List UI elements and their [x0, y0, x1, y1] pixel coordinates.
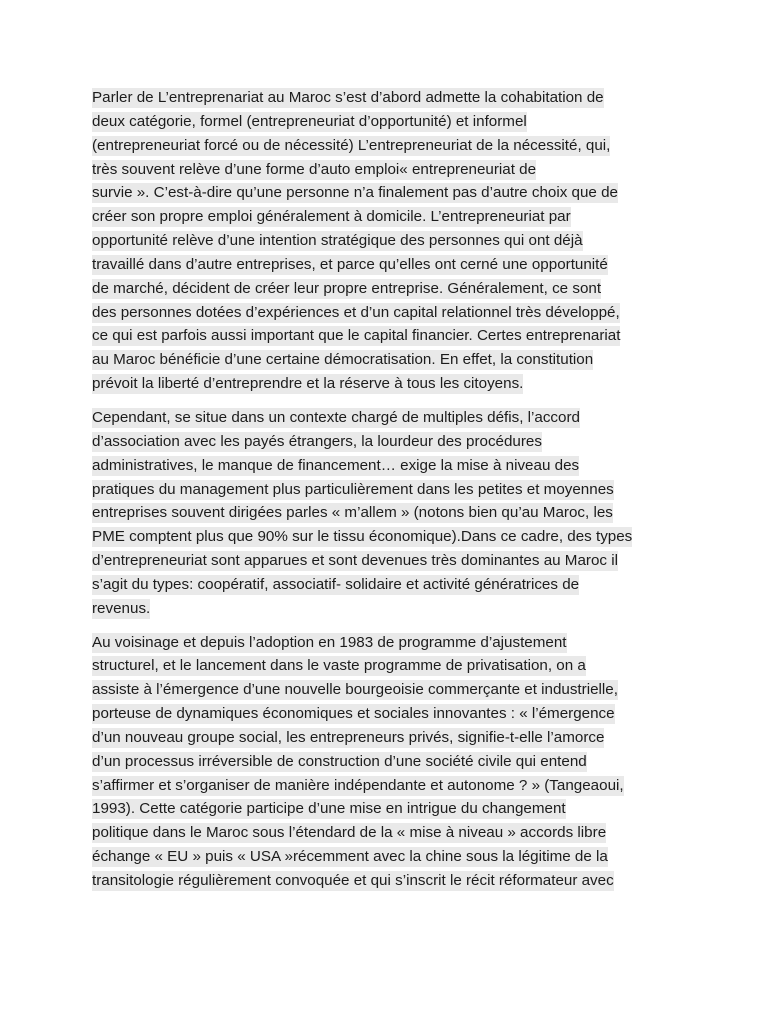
paragraph-3 [92, 631, 678, 893]
text-line: pratiques du management plus particulièrement dans les petites et moyennes [92, 480, 614, 498]
text-line: s’agit du types: coopératif, associatif- solidaire et activité génératrices de [92, 575, 580, 593]
text-line: Au voisinage et depuis l’adoption en 1983 de programme d’ajustement [92, 633, 567, 651]
text-line: échange « EU » puis « USA »récemment avec la chine sous la légitime de la [92, 848, 608, 866]
text-line: prévoit la liberté d’entreprendre et la réserve à tous les citoyens. [92, 375, 524, 393]
text-line: Parler de L’entreprenariat au Maroc s’est d’abord admette la cohabitation de [92, 89, 604, 106]
text-line: d’un nouveau groupe social, les entrepreneurs privés, signifie-t-elle l’amorce [92, 728, 605, 746]
text-line: ce qui est parfois aussi important que le capital financier. Certes entreprenariat [92, 327, 621, 345]
paragraph-1 [92, 86, 678, 396]
text-line: au Maroc bénéficie d’une certaine démocratisation. En effet, la constitution [92, 351, 594, 369]
text-line: opportunité relève d’une intention stratégique des personnes qui ont déjà [92, 232, 583, 250]
text-line: politique dans le Maroc sous l’étendard de la « mise à niveau » accords libre [92, 824, 607, 842]
text-line: structurel, et le lancement dans le vaste programme de privatisation, on a [92, 657, 586, 675]
text-line: 1993). Cette catégorie participe d’une mise en intrigue du changement [92, 800, 566, 818]
text-line: survie ». C’est-à-dire qu’une personne n’a finalement pas d’autre choix que de [92, 184, 618, 202]
text-line: deux catégorie, formel (entrepreneuriat d’opportunité) et informel [92, 112, 527, 130]
text-line: administratives, le manque de financement… exige la mise à niveau des [92, 456, 580, 474]
text-line: entreprises souvent dirigées parles « m’allem » (notons bien qu’au Maroc, les [92, 504, 613, 522]
text-line: PME comptent plus que 90% sur le tissu économique).Dans ce cadre, des types [92, 528, 633, 546]
text-line: de marché, décident de créer leur propre entreprise. Généralement, ce sont [92, 279, 602, 297]
text-line: s’affirmer et s’organiser de manière indépendante et autonome ? » (Tangeaoui, [92, 776, 624, 794]
text-line: (entrepreneuriat forcé ou de nécessité) L’entrepreneuriat de la nécessité, qui, [92, 136, 611, 154]
paragraph-2 [92, 406, 678, 621]
text-line: travaillé dans d’autre entreprises, et parce qu’elles ont cerné une opportunité [92, 255, 608, 273]
text-line: des personnes dotées d’expériences et d’un capital relationnel très développé, [92, 303, 620, 321]
text-line: porteuse de dynamiques économiques et sociales innovantes : « l’émergence [92, 705, 615, 723]
text-line: assiste à l’émergence d’une nouvelle bourgeoisie commerçante et industrielle, [92, 681, 618, 699]
text-line: transitologie régulièrement convoquée et qui s’inscrit le récit réformateur avec [92, 872, 614, 889]
text-line: Cependant, se situe dans un contexte chargé de multiples défis, l’accord [92, 408, 580, 426]
text-line: d’association avec les payés étrangers, la lourdeur des procédures [92, 432, 542, 450]
text-line: très souvent relève d’une forme d’auto emploi« entrepreneuriat de [92, 160, 537, 178]
text-line: revenus. [92, 599, 151, 617]
document-body [92, 86, 678, 903]
text-line: créer son propre emploi généralement à domicile. L’entrepreneuriat par [92, 208, 571, 226]
text-line: d’entrepreneuriat sont apparues et sont devenues très dominantes au Maroc il [92, 552, 618, 570]
text-line: d’un processus irréversible de construction d’une société civile qui entend [92, 752, 587, 770]
